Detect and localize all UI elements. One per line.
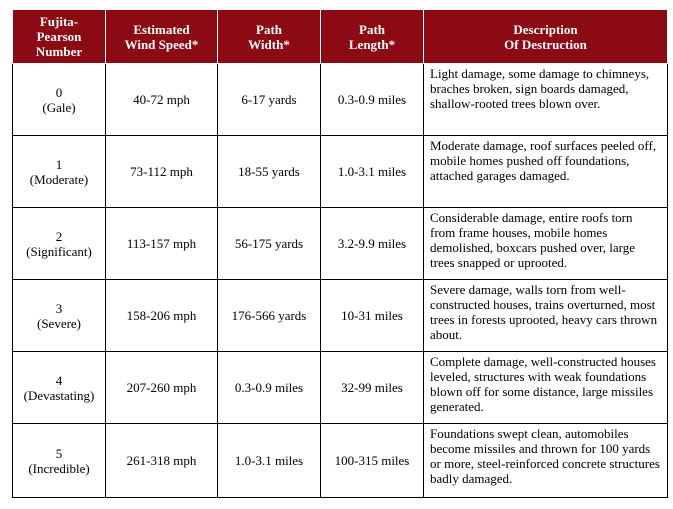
description-cell: Light damage, some damage to chimneys, braches broken, sign boards damaged, shallow-rooted trees blown over. [424,64,668,136]
fujita-category: (Severe) [36,315,82,331]
wind-speed-cell: 158-206 mph [106,280,218,352]
fujita-number: 3 [55,300,63,316]
description-cell: Complete damage, well-constructed houses leveled, structures with weak foundations blown off for some distance, large missiles generated. [424,352,668,424]
table-row [13,424,668,498]
wind-speed-cell: 261-318 mph [106,424,218,498]
fujita-scale-table [12,9,668,498]
fujita-category: (Gale) [42,99,76,115]
header-fujita-number: Fujita- Pearson Number [13,10,106,64]
path-length-cell: 32-99 miles [321,352,424,424]
wind-speed-cell: 73-112 mph [106,136,218,208]
path-length-cell: 3.2-9.9 miles [321,208,424,280]
path-width-cell: 1.0-3.1 miles [218,424,321,498]
fujita-category: (Moderate) [29,171,89,187]
path-length-cell: 10-31 miles [321,280,424,352]
fujita-number: 2 [55,228,63,244]
path-length-cell: 0.3-0.9 miles [321,64,424,136]
wind-speed-cell: 40-72 mph [106,64,218,136]
description-cell: Considerable damage, entire roofs torn from frame houses, mobile homes demolished, boxcars pushed over, large trees snapped or uprooted. [424,208,668,280]
fujita-number: 0 [55,84,63,100]
path-width-cell: 176-566 yards [218,280,321,352]
fujita-scale-table-container [12,9,668,498]
table-row [13,280,668,352]
fujita-number-cell [13,424,106,498]
fujita-number-cell [13,64,106,136]
wind-speed-cell: 113-157 mph [106,208,218,280]
header-wind-speed: Estimated Wind Speed* [106,10,218,64]
description-cell: Foundations swept clean, automobiles become missiles and thrown for 100 yards or more, steel-reinforced concrete structures badly damaged. [424,424,668,498]
path-width-cell: 0.3-0.9 miles [218,352,321,424]
path-length-cell: 100-315 miles [321,424,424,498]
fujita-number-cell [13,280,106,352]
fujita-category: (Significant) [26,243,92,259]
path-width-cell: 18-55 yards [218,136,321,208]
fujita-number: 5 [55,445,63,461]
table-row [13,64,668,136]
description-cell: Moderate damage, roof surfaces peeled off, mobile homes pushed off foundations, attached garages damaged. [424,136,668,208]
table-row [13,136,668,208]
path-width-cell: 56-175 yards [218,208,321,280]
fujita-number-cell [13,136,106,208]
fujita-category: (Incredible) [28,460,90,476]
description-cell: Severe damage, walls torn from well-constructed houses, trains overturned, most trees in forests uprooted, heavy cars thrown about. [424,280,668,352]
header-description: Description Of Destruction [424,10,668,64]
fujita-category: (Devastating) [23,387,95,403]
wind-speed-cell: 207-260 mph [106,352,218,424]
path-width-cell: 6-17 yards [218,64,321,136]
fujita-number: 1 [55,156,63,172]
header-row [13,10,668,64]
fujita-number-cell [13,208,106,280]
path-length-cell: 1.0-3.1 miles [321,136,424,208]
fujita-number-cell [13,352,106,424]
table-row [13,352,668,424]
header-path-length: Path Length* [321,10,424,64]
header-path-width: Path Width* [218,10,321,64]
fujita-number: 4 [55,372,63,388]
table-row [13,208,668,280]
